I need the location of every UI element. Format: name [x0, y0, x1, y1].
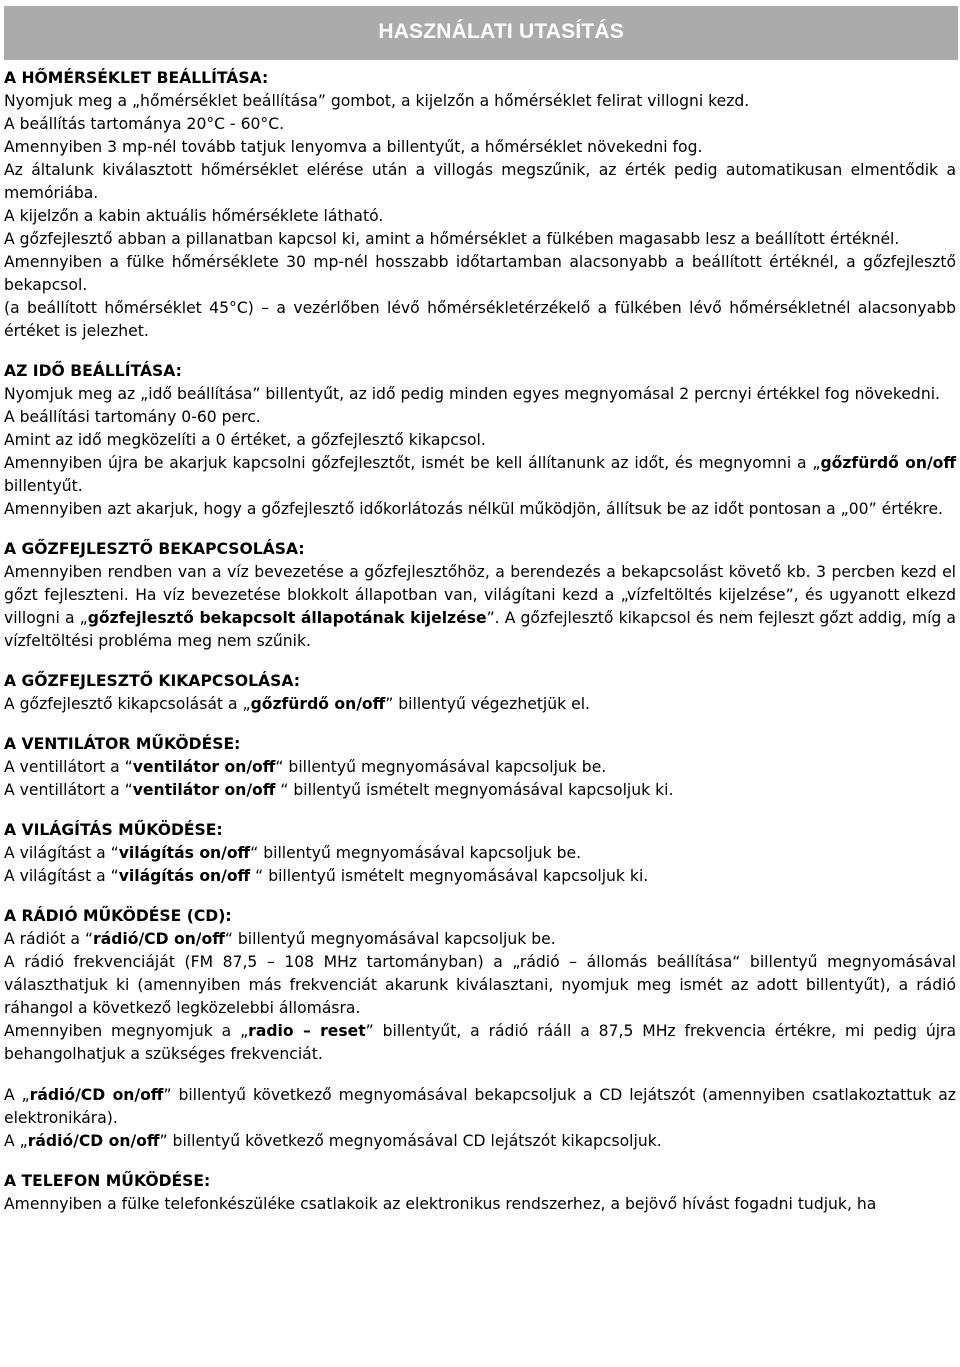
- section: [4, 670, 956, 716]
- paragraph: [4, 693, 956, 716]
- paragraph-text: Amennyiben újra be akarjuk kapcsolni gőzfejlesztőt, ismét be kell állítanunk az időt, és megnyomni a „: [4, 454, 821, 472]
- section-title: A GŐZFEJLESZTŐ BEKAPCSOLÁSA:: [4, 540, 305, 558]
- bold-button-name: radio – reset: [248, 1022, 366, 1040]
- bold-button-name: világítás on/off: [118, 867, 251, 885]
- paragraph: [4, 452, 956, 498]
- paragraph-text: “ billentyű megnyomásával kapcsoljuk be.: [250, 844, 582, 862]
- section-title: AZ IDŐ BEÁLLÍTÁSA:: [4, 362, 182, 380]
- section: [4, 360, 956, 521]
- paragraph: [4, 865, 956, 888]
- section: [4, 1170, 956, 1216]
- bold-button-name: rádió/CD on/off: [27, 1132, 160, 1150]
- paragraph: [4, 779, 956, 802]
- section-title: A VILÁGÍTÁS MŰKÖDÉSE:: [4, 821, 223, 839]
- paragraph: [4, 561, 956, 653]
- bold-button-name: világítás on/off: [118, 844, 251, 862]
- paragraph: Nyomjuk meg az „idő beállítása” billentyűt, az idő pedig minden egyes megnyomásal 2 percnyi értékkel fog növekedni.: [4, 385, 940, 403]
- paragraph-text: billentyűt.: [4, 477, 83, 495]
- bold-button-name: ventilátor on/off: [132, 781, 276, 799]
- paragraph: [4, 928, 956, 951]
- paragraph-text: ” billentyűt, a rádió rááll a 87,5 MHz frekvencia értékre, mi pedig újra behangolhatjuk a szükséges frekvenciát.: [4, 1022, 957, 1063]
- document-body: [4, 67, 956, 1233]
- paragraph: [4, 1130, 956, 1153]
- section-title: A VENTILÁTOR MŰKÖDÉSE:: [4, 735, 241, 753]
- paragraph-text: “ billentyű megnyomásával kapcsoljuk be.: [224, 930, 556, 948]
- page-title: HASZNÁLATI UTASÍTÁS: [378, 20, 624, 43]
- paragraph-text: ” billentyű végezhetjük el.: [385, 695, 591, 713]
- section: [4, 905, 956, 1153]
- paragraph: A rádió frekvenciáját (FM 87,5 – 108 MHz tartományban) a „rádió – állomás beállítása“ billentyű megnyomásával választhatjuk ki (amennyiben más frekvenciát akarunk kiválasztani, nyomjuk meg ismét az adott billentyűt), a rádió ráhangol a következő legközelebbi állomásra.: [4, 953, 956, 1017]
- paragraph-text: “ billentyű ismételt megnyomásával kapcsoljuk ki.: [275, 781, 674, 799]
- bold-button-name: gőzfürdő on/off: [250, 695, 386, 713]
- section-title: A GŐZFEJLESZTŐ KIKAPCSOLÁSA:: [4, 672, 300, 690]
- section: [4, 538, 956, 653]
- bold-button-name: rádió/CD on/off: [29, 1086, 164, 1104]
- bold-button-name: gőzfejlesztő bekapcsolt állapotának kijelzése: [87, 609, 487, 627]
- paragraph-text: ”. A gőzfejlesztő kikapcsol és nem fejleszt gőzt addig, míg a vízfeltöltési probléma meg nem szűnik.: [4, 609, 956, 650]
- paragraph: A beállítás tartománya 20°C - 60°C.: [4, 115, 285, 133]
- bold-button-name: ventilátor on/off: [132, 758, 276, 776]
- section: [4, 733, 956, 802]
- paragraph-text: A gőzfejlesztő kikapcsolását a „: [4, 695, 251, 713]
- paragraph: Amint az idő megközelíti a 0 értéket, a gőzfejlesztő kikapcsol.: [4, 431, 486, 449]
- bold-button-name: gőzfürdő on/off: [820, 454, 956, 472]
- paragraph-text: A világítást a “: [4, 844, 119, 862]
- paragraph: (a beállított hőmérséklet 45°C) – a vezérlőben lévő hőmérsékletérzékelő a fülkében lévő hőmérsékletnél alacsonyabb értéket is jelezhet.: [4, 299, 956, 340]
- paragraph-text: A ventillátort a “: [4, 758, 133, 776]
- paragraph: Amennyiben 3 mp-nél tovább tatjuk lenyomva a billentyűt, a hőmérséklet növekedni fog.: [4, 138, 703, 156]
- paragraph-text: “ billentyű megnyomásával kapcsoljuk be.: [275, 758, 607, 776]
- section-title: A HŐMÉRSÉKLET BEÁLLÍTÁSA:: [4, 69, 269, 87]
- paragraph-text: ” billentyű következő megnyomásával bekapcsoljuk a CD lejátszót (amennyiben csatlakoztattuk az elektronikára).: [4, 1086, 956, 1127]
- paragraph: A kijelzőn a kabin aktuális hőmérséklete látható.: [4, 207, 384, 225]
- paragraph: Amennyiben a fülke hőmérséklete 30 mp-nél hosszabb időtartamban alacsonyabb a beállított értéknél, a gőzfejlesztő bekapcsol.: [4, 253, 956, 294]
- paragraph: Az általunk kiválasztott hőmérséklet elérése után a villogás megszűnik, az érték pedig automatikusan elmentődik a memóriába.: [4, 161, 956, 202]
- paragraph: Amennyiben a fülke telefonkészüléke csatlakoik az elektronikus rendszerhez, a bejövő hívást fogadni tudjuk, ha: [4, 1195, 877, 1213]
- section-title: A RÁDIÓ MŰKÖDÉSE (CD):: [4, 907, 232, 925]
- paragraph-text: A „: [4, 1086, 30, 1104]
- paragraph-text: Amennyiben megnyomjuk a „: [4, 1022, 249, 1040]
- paragraph: [4, 1084, 956, 1130]
- paragraph: [4, 1020, 956, 1066]
- paragraph: [4, 842, 956, 865]
- section: [4, 67, 956, 343]
- paragraph: [4, 756, 956, 779]
- paragraph-text: “ billentyű ismételt megnyomásával kapcsoljuk ki.: [250, 867, 649, 885]
- paragraph-text: Amennyiben rendben van a víz bevezetése a gőzfejlesztőhöz, a berendezés a bekapcsolást követő kb. 3 percben kezd el gőzt fejleszteni. Ha víz bevezetése blokkolt állapotban van, világítani kezd a „vízfeltöltés kijelzése”, és ugyanott elkezd villogni a „: [4, 563, 956, 627]
- paragraph-text: ” billentyű következő megnyomásával CD lejátszót kikapcsoljuk.: [159, 1132, 662, 1150]
- paragraph-text: A „: [4, 1132, 28, 1150]
- paragraph-text: A ventillátort a “: [4, 781, 133, 799]
- section-title: A TELEFON MŰKÖDÉSE:: [4, 1172, 211, 1190]
- section: [4, 819, 956, 888]
- paragraph-text: A világítást a “: [4, 867, 119, 885]
- paragraph: A beállítási tartomány 0-60 perc.: [4, 408, 261, 426]
- paragraph: Nyomjuk meg a „hőmérséklet beállítása” gombot, a kijelzőn a hőmérséklet felirat villogni kezd.: [4, 92, 750, 110]
- paragraph: Amennyiben azt akarjuk, hogy a gőzfejlesztő időkorlátozás nélkül működjön, állítsuk be az időt pontosan a „00” értékre.: [4, 500, 943, 518]
- bold-button-name: rádió/CD on/off: [93, 930, 225, 948]
- paragraph-text: A rádiót a “: [4, 930, 94, 948]
- paragraph: A gőzfejlesztő abban a pillanatban kapcsol ki, amint a hőmérséklet a fülkében magasabb lesz a beállított értéknél.: [4, 230, 900, 248]
